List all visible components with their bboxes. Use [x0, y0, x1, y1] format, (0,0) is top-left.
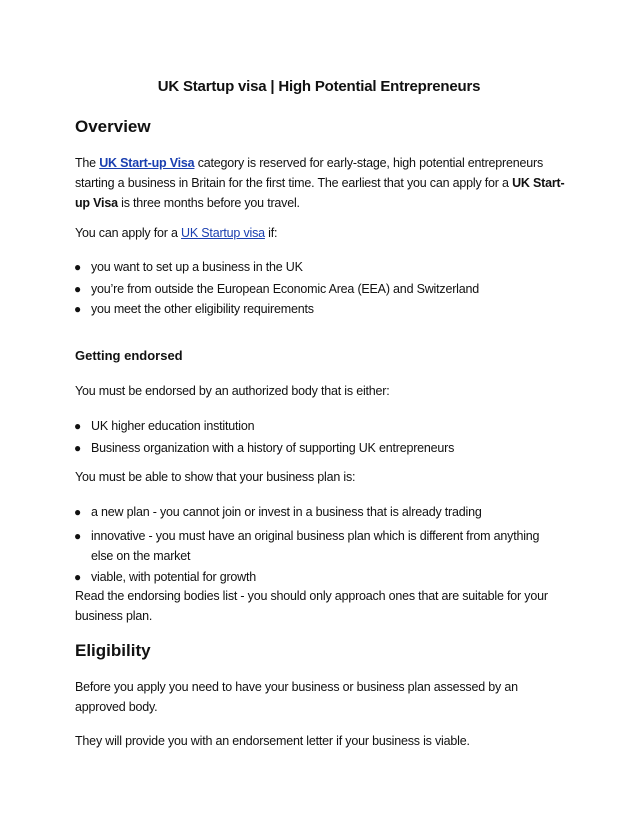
endorsed-intro: You must be endorsed by an authorized body that is either: [75, 384, 390, 398]
overview-text-prefix: The [75, 156, 100, 170]
business-plan-intro: You must be able to show that your business plan is: [75, 470, 356, 484]
overview-heading: Overview [75, 117, 151, 136]
document-title: UK Startup visa | High Potential Entrepreneurs [157, 78, 481, 95]
getting-endorsed-heading: Getting endorsed [75, 348, 183, 363]
overview-text-suffix: is three months before you travel. [117, 196, 300, 210]
endorsing-bodies-list [0, 416, 561, 458]
eligibility-heading: Eligibility [75, 641, 151, 660]
apply-paragraph [75, 223, 565, 243]
bullet-icon: ● [74, 570, 82, 584]
list-item: ● Business organization with a history of supporting UK entrepreneurs [0, 438, 561, 458]
list-item: ● viable, with potential for growth [0, 567, 561, 587]
bullet-icon: ● [74, 260, 82, 274]
overview-paragraph [75, 153, 565, 213]
bullet-icon: ● [74, 441, 82, 455]
apply-text-suffix: if: [264, 226, 278, 240]
bullet-icon: ● [74, 302, 82, 316]
list-item: ● a new plan - you cannot join or invest in a business that is already trading [0, 502, 561, 522]
plan-criteria-list [0, 502, 561, 587]
overview-text-bold: UK Start-up Visa [75, 176, 565, 210]
apply-text-prefix: You can apply for a [75, 226, 182, 240]
bullet-icon: ● [74, 282, 82, 296]
list-item: ● you’re from outside the European Economic Area (EEA) and Switzerland [0, 279, 561, 299]
overview-text-mid: category is reserved for early-stage, high potential entrepreneurs starting a business in Britain for the first time. The earliest that you can apply for a [75, 156, 544, 190]
endorsing-bodies-note: Read the endorsing bodies list - you should only approach ones that are suitable for your business plan. [75, 589, 548, 623]
list-item: ● you meet the other eligibility requirements [0, 299, 561, 319]
list-item: ● innovative - you must have an original business plan which is different from anything else on the market [0, 526, 561, 566]
bullet-icon: ● [74, 529, 82, 543]
eligibility-paragraph-2: They will provide you with an endorsement letter if your business is viable. [75, 734, 470, 748]
bullet-icon: ● [74, 419, 82, 433]
eligibility-paragraph-1: Before you apply you need to have your business or business plan assessed by an approved body. [75, 680, 518, 714]
uk-startup-visa-link[interactable]: UK Startup visa [181, 226, 265, 240]
conditions-list [0, 257, 561, 319]
bullet-icon: ● [74, 505, 82, 519]
list-item: ● UK higher education institution [0, 416, 561, 436]
list-item: ● you want to set up a business in the UK [0, 257, 561, 277]
uk-start-up-visa-link[interactable]: UK Start-up Visa [99, 156, 195, 170]
